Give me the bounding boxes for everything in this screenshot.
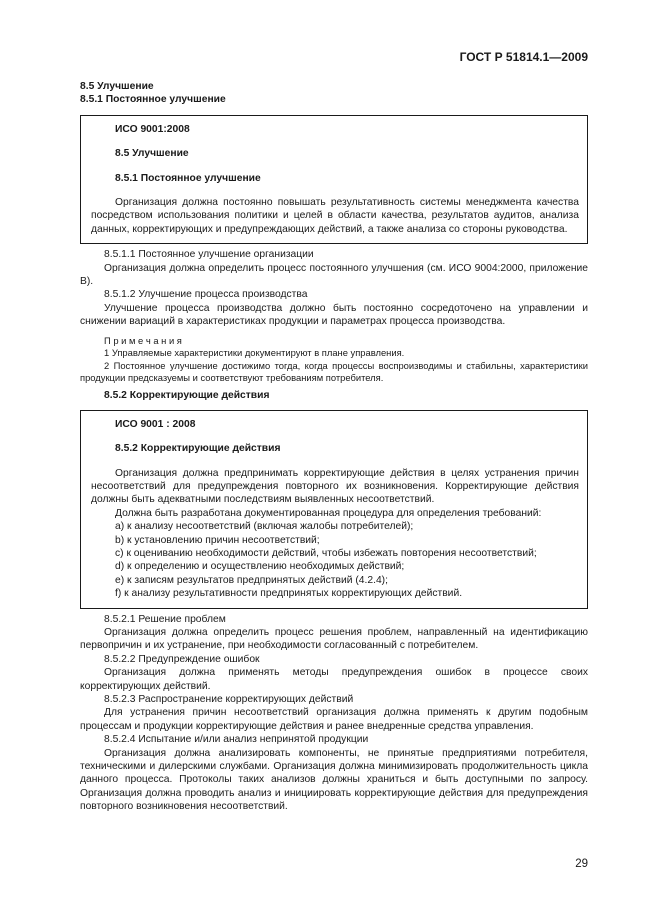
p8524-heading: 8.5.2.4 Испытание и/или анализ непринятой продукции [104,734,369,746]
requirement-item: f) к анализу результативности предпринятых корректирующих действий. [115,588,463,600]
box2-para1: Организация должна предпринимать корректирующие действия в целях устранения причин несоответствий для предупреждения повторного их возникновения. Корректирующие действия должны быть адекватными последствиям выявленных несоответствий. [91,467,579,506]
page-number: 29 [575,858,588,870]
subsection-title: 8.5.1 Постоянное улучшение [80,94,226,106]
note-item: 2 Постоянное улучшение достижимо тогда, когда процессы воспроизводимы и стабильны, характеристики продукции предсказуемы и соответствуют требованиям потребителя. [80,359,588,383]
notes-block [80,335,588,385]
iso-quote-box-8-5-1 [80,115,588,244]
notes-label: П р и м е ч а н и я [104,334,182,346]
box1-section: 8.5 Улучшение [115,148,189,160]
p8522-heading: 8.5.2.2 Предупреждение ошибок [104,653,260,665]
p8511-heading: 8.5.1.1 Постоянное улучшение организации [104,249,314,261]
section-title: 8.5 Улучшение [80,81,154,92]
box2-para2: Должна быть разработана документированная процедура для определения требований: [115,507,542,519]
requirement-item: d) к определению и осуществлению необходимых действий; [115,561,405,573]
document-header: ГОСТ Р 51814.1—2009 [459,50,588,64]
p8512-text: Улучшение процесса производства должно быть постоянно сосредоточено на управлении и снижении вариаций в характеристиках продукции и параметрах процесса производства. [80,302,588,328]
box1-standard: ИСО 9001:2008 [115,123,190,135]
page-content [80,80,588,814]
box2-subsection: 8.5.2 Корректирующие действия [115,443,281,455]
note-item: 1 Управляемые характеристики документируют в плане управления. [104,347,405,359]
p8521-heading: 8.5.2.1 Решение проблем [104,613,226,625]
p8522-text: Организация должна применять методы предупреждения ошибок в процессе своих корректирующих действий. [80,667,588,692]
box1-text: Организация должна постоянно повышать результативность системы менеджмента качества посредством использования политики и целей в области качества, результатов аудитов, анализа данных, корректирующих и предупреждающих действий, а также анализа со стороны руководства. [91,197,579,235]
p8523-heading: 8.5.2.3 Распространение корректирующих действий [104,694,354,706]
p8524-text: Организация должна анализировать компоненты, не принятые предприятиями потребителя, техническими и дилерскими службами. Организация должна минимизировать продолжительность цикла данного процесса. Протоколы таких анализов должны храниться и быть доступными по запросу. Организация должна проводить анализ и инициировать корректирующие действия для предупреждения повторного возникновения несоответствий. [80,747,588,813]
requirement-item: c) к оцениванию необходимости действий, чтобы избежать повторения несоответствий; [115,547,537,559]
box1-subsection: 8.5.1 Постоянное улучшение [115,172,261,184]
requirement-item: a) к анализу несоответствий (включая жалобы потребителей); [115,521,414,533]
iso-quote-box-8-5-2 [80,410,588,609]
p8511-text: Организация должна определить процесс постоянного улучшения (см. ИСО 9004:2000, приложение В). [80,262,588,288]
section-852-title: 8.5.2 Корректирующие действия [104,390,270,402]
requirement-item: e) к записям результатов предпринятых действий (4.2.4); [115,574,388,586]
p8523-text: Для устранения причин несоответствий организация должна применять к другим подобным процессам и продукции корректирующие действия и ранее внедренные средства управления. [80,707,588,732]
box2-standard: ИСО 9001 : 2008 [115,418,196,430]
p8521-text: Организация должна определить процесс решения проблем, направленный на идентификацию первопричин и их устранение, при необходимости согласованный с потребителем. [80,627,588,652]
p8512-heading: 8.5.1.2 Улучшение процесса производства [104,289,308,301]
requirement-item: b) к установлению причин несоответствий; [115,534,320,546]
